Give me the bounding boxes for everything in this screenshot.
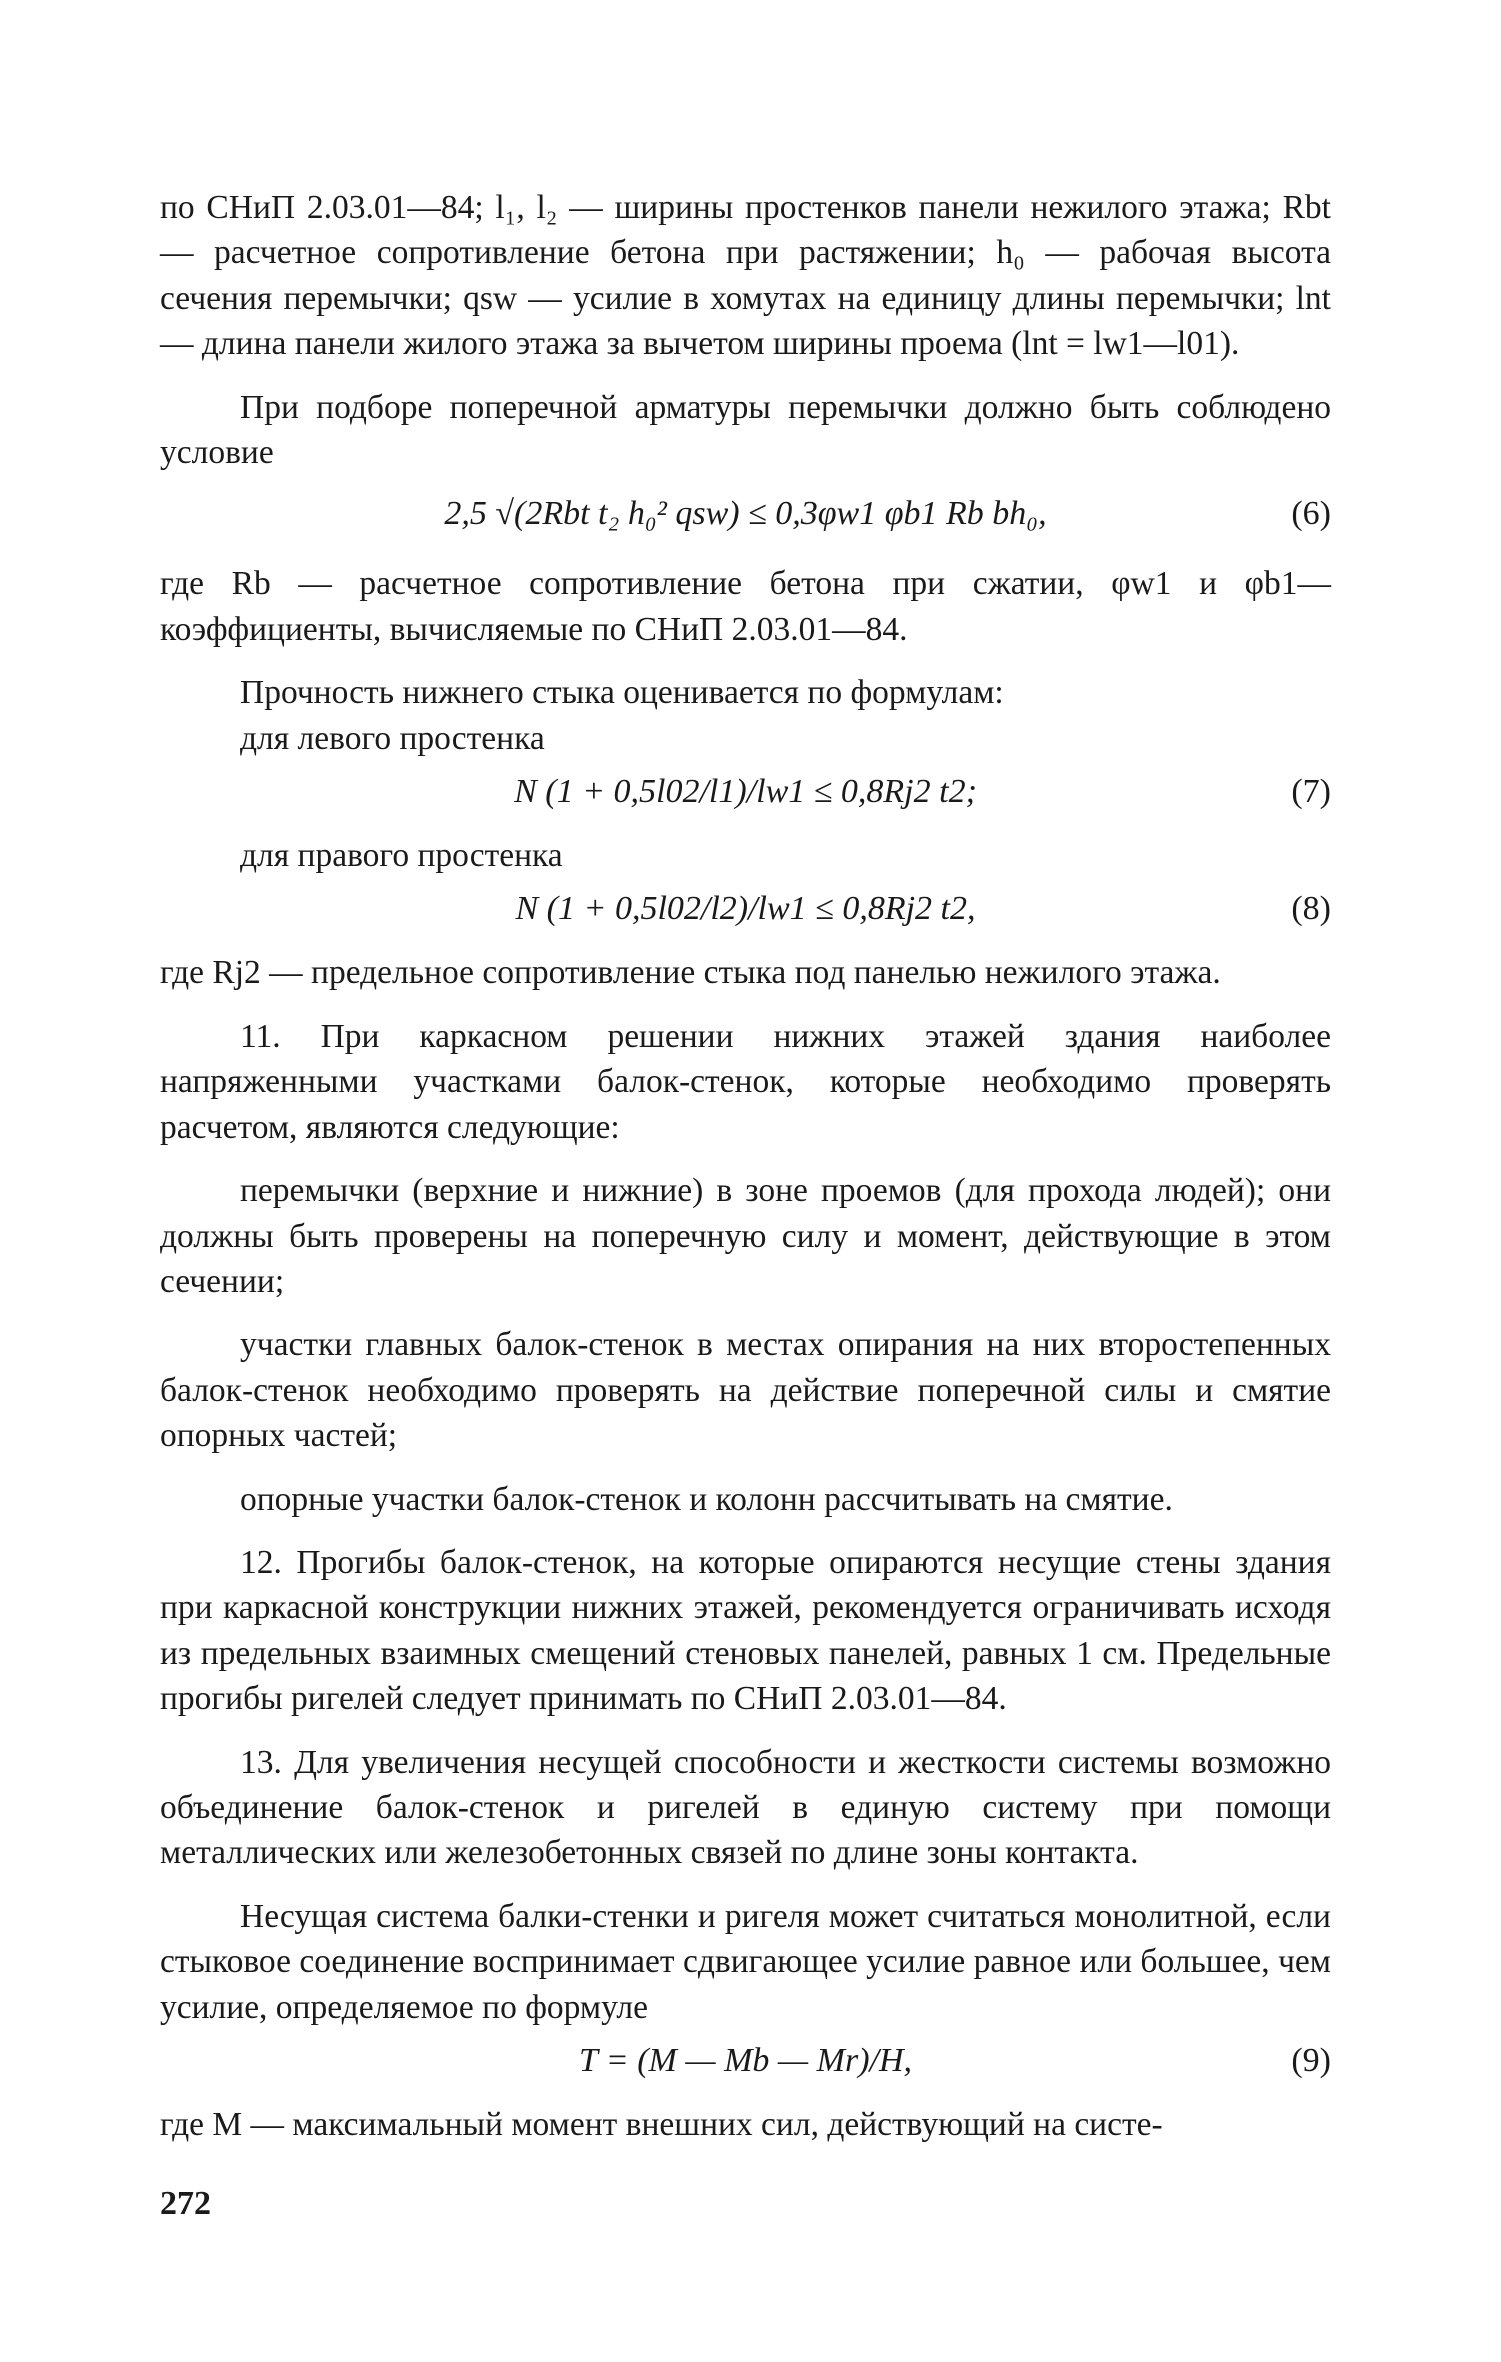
paragraph-section-11: 11. При каркасном решении нижних этажей здания наиболее напряженными участками балок-стенок, которые необходимо проверять расчетом, являются следующие:: [160, 1017, 1331, 1146]
paragraph-section-12: 12. Прогибы балок-стенок, на которые опираются несущие стены здания при каркасной конструкции нижних этажей, рекомендуется ограничивать исходя из предельных взаимных смещений стеновых панелей, равных 1 см. Предельные прогибы ригелей следует принимать по СНиП 2.03.01—84.: [160, 1543, 1331, 1718]
formula-8-expression: N (1 + 0,5l02/l2)/lw1 ≤ 0,8Rj2 t2,: [515, 890, 976, 928]
formula-9-expression: T = (M — Mb — Mr)/H,: [578, 2042, 913, 2079]
page-number: 272: [160, 2185, 211, 2222]
paragraph-lintels: перемычки (верхние и нижние) в зоне проемов (для прохода людей); они должны быть проверены на поперечную силу и момент, действующие в этом сечении;: [160, 1172, 1331, 1300]
paragraph-rj2-definition: где Rj2 — предельное сопротивление стыка под панелью нежилого этажа.: [160, 954, 1221, 992]
formula-9: [160, 2030, 1331, 2102]
formula-6: [160, 475, 1331, 561]
paragraph-joint-strength: Прочность нижнего стыка оценивается по формулам:: [240, 674, 1004, 712]
formula-8-number: (8): [1291, 890, 1331, 928]
paragraph-supports: опорные участки балок-стенок и колонн рассчитывать на смятие.: [240, 1480, 1173, 1518]
formula-7: [160, 761, 1331, 833]
paragraph-rb-definition: где Rb — расчетное сопротивление бетона при сжатии, φw1 и φb1— коэффициенты, вычисляемые по СНиП 2.03.01—84.: [160, 565, 1331, 648]
paragraph-definitions: по СНиП 2.03.01—84; l₁, l₂ — ширины простенков панели нежилого этажа; Rbt — расчетное сопротивление бетона при растяжении; h₀ — рабочая высота сечения перемычки; qsw — усилие в хомутах на единицу длины перемычки; lnt — длина панели жилого этажа за вычетом ширины проема (lnt = lw1—l01).: [160, 189, 1331, 363]
paragraph-monolithic: Несущая система балки-стенки и ригеля может считаться монолитной, если стыковое соединение воспринимает сдвигающее усилие равное или большее, чем усилие, определяемое по формуле: [160, 1897, 1331, 2026]
formula-9-number: (9): [1291, 2042, 1331, 2079]
formula-8: [160, 878, 1331, 950]
label-left-pier: для левого простенка: [240, 719, 545, 757]
formula-6-expression: 2,5 √(2Rbt t₂ h₀² qsw) ≤ 0,3φw1 φb1 Rb bh₀,: [444, 495, 1047, 533]
formula-7-expression: N (1 + 0,5l02/l1)/lw1 ≤ 0,8Rj2 t2;: [514, 773, 977, 811]
paragraph-main-beams: участки главных балок-стенок в местах опирания на них второстепенных балок-стенок необходимо проверять на действие поперечной силы и смятие опорных частей;: [160, 1326, 1331, 1455]
paragraph-m-definition: где M — максимальный момент внешних сил, действующий на систе-: [160, 2106, 1163, 2143]
paragraph-condition-intro: При подборе поперечной арматуры перемычки должно быть соблюдено условие: [160, 388, 1331, 472]
paragraph-section-13: 13. Для увеличения несущей способности и жесткости системы возможно объединение балок-стенок и ригелей в единую систему при помощи металлических или железобетонных связей по длине зоны контакта.: [160, 1743, 1331, 1872]
label-right-pier: для правого простенка: [240, 837, 563, 875]
formula-6-number: (6): [1291, 495, 1331, 533]
formula-7-number: (7): [1291, 773, 1331, 811]
